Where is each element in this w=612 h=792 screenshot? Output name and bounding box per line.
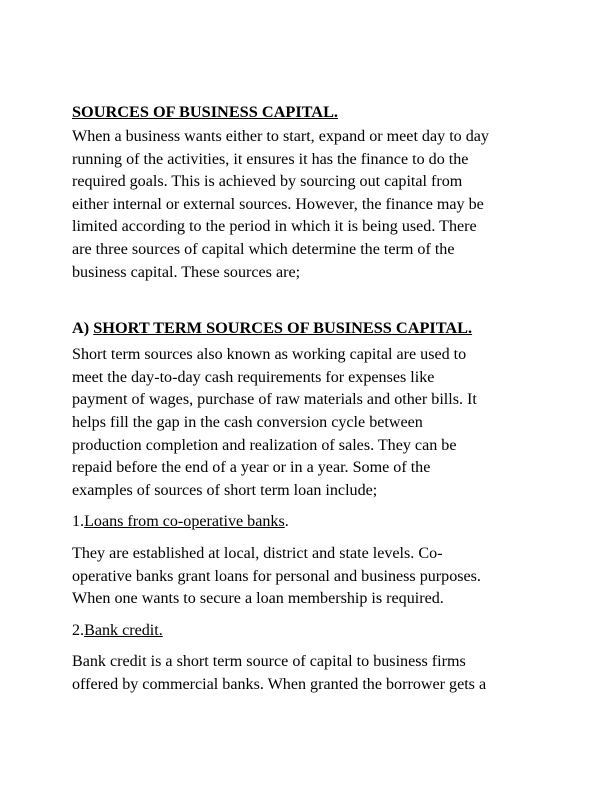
item-2-number: 2.	[72, 621, 85, 639]
text-line: When one wants to secure a loan membership is required.	[72, 590, 444, 608]
text-line: either internal or external sources. However, the finance may be	[72, 195, 484, 213]
text-line: They are established at local, district and state levels. Co-	[72, 544, 443, 562]
item-2-paragraph	[72, 651, 548, 696]
item-1-suffix: .	[284, 513, 289, 531]
item-1-heading	[72, 511, 548, 534]
section-a-paragraph	[72, 344, 548, 502]
text-line: Bank credit is a short term source of capital to business firms	[72, 653, 466, 671]
text-line: payment of wages, purchase of raw materials and other bills. It	[72, 391, 477, 409]
text-line: running of the activities, it ensures it has the finance to do the	[72, 150, 469, 168]
text-line: production completion and realization of sales. They can be	[72, 436, 457, 454]
document-heading: SOURCES OF BUSINESS CAPITAL.	[72, 102, 338, 121]
text-line: Short term sources also known as working capital are used to	[72, 346, 467, 364]
text-line: business capital. These sources are;	[72, 263, 301, 281]
document-page	[72, 101, 548, 696]
text-line: operative banks grant loans for personal and business purposes.	[72, 567, 481, 585]
item-1-number: 1.	[72, 513, 85, 531]
text-line: are three sources of capital which determine the term of the	[72, 240, 455, 258]
section-a-title: SHORT TERM SOURCES OF BUSINESS CAPITAL.	[93, 318, 473, 338]
text-line: helps fill the gap in the cash conversion cycle between	[72, 413, 423, 431]
text-line: examples of sources of short term loan include;	[72, 481, 378, 499]
item-2-title: Bank credit.	[84, 621, 163, 639]
text-line: required goals. This is achieved by sourcing out capital from	[72, 173, 463, 191]
text-line: When a business wants either to start, expand or meet day to day	[72, 128, 489, 145]
text-line: meet the day-to-day cash requirements for expenses like	[72, 368, 435, 386]
intro-paragraph	[72, 126, 548, 284]
section-a-heading	[72, 317, 548, 339]
item-1-title: Loans from co-operative banks	[84, 513, 285, 531]
text-line: limited according to the period in which it is being used. There	[72, 218, 477, 236]
item-2-heading	[72, 620, 548, 643]
text-line: offered by commercial banks. When granted the borrower gets a	[72, 675, 487, 693]
section-spacer	[72, 284, 548, 317]
item-1-paragraph	[72, 543, 548, 611]
section-a-prefix: A)	[72, 318, 94, 338]
text-line: repaid before the end of a year or in a year. Some of the	[72, 459, 431, 477]
